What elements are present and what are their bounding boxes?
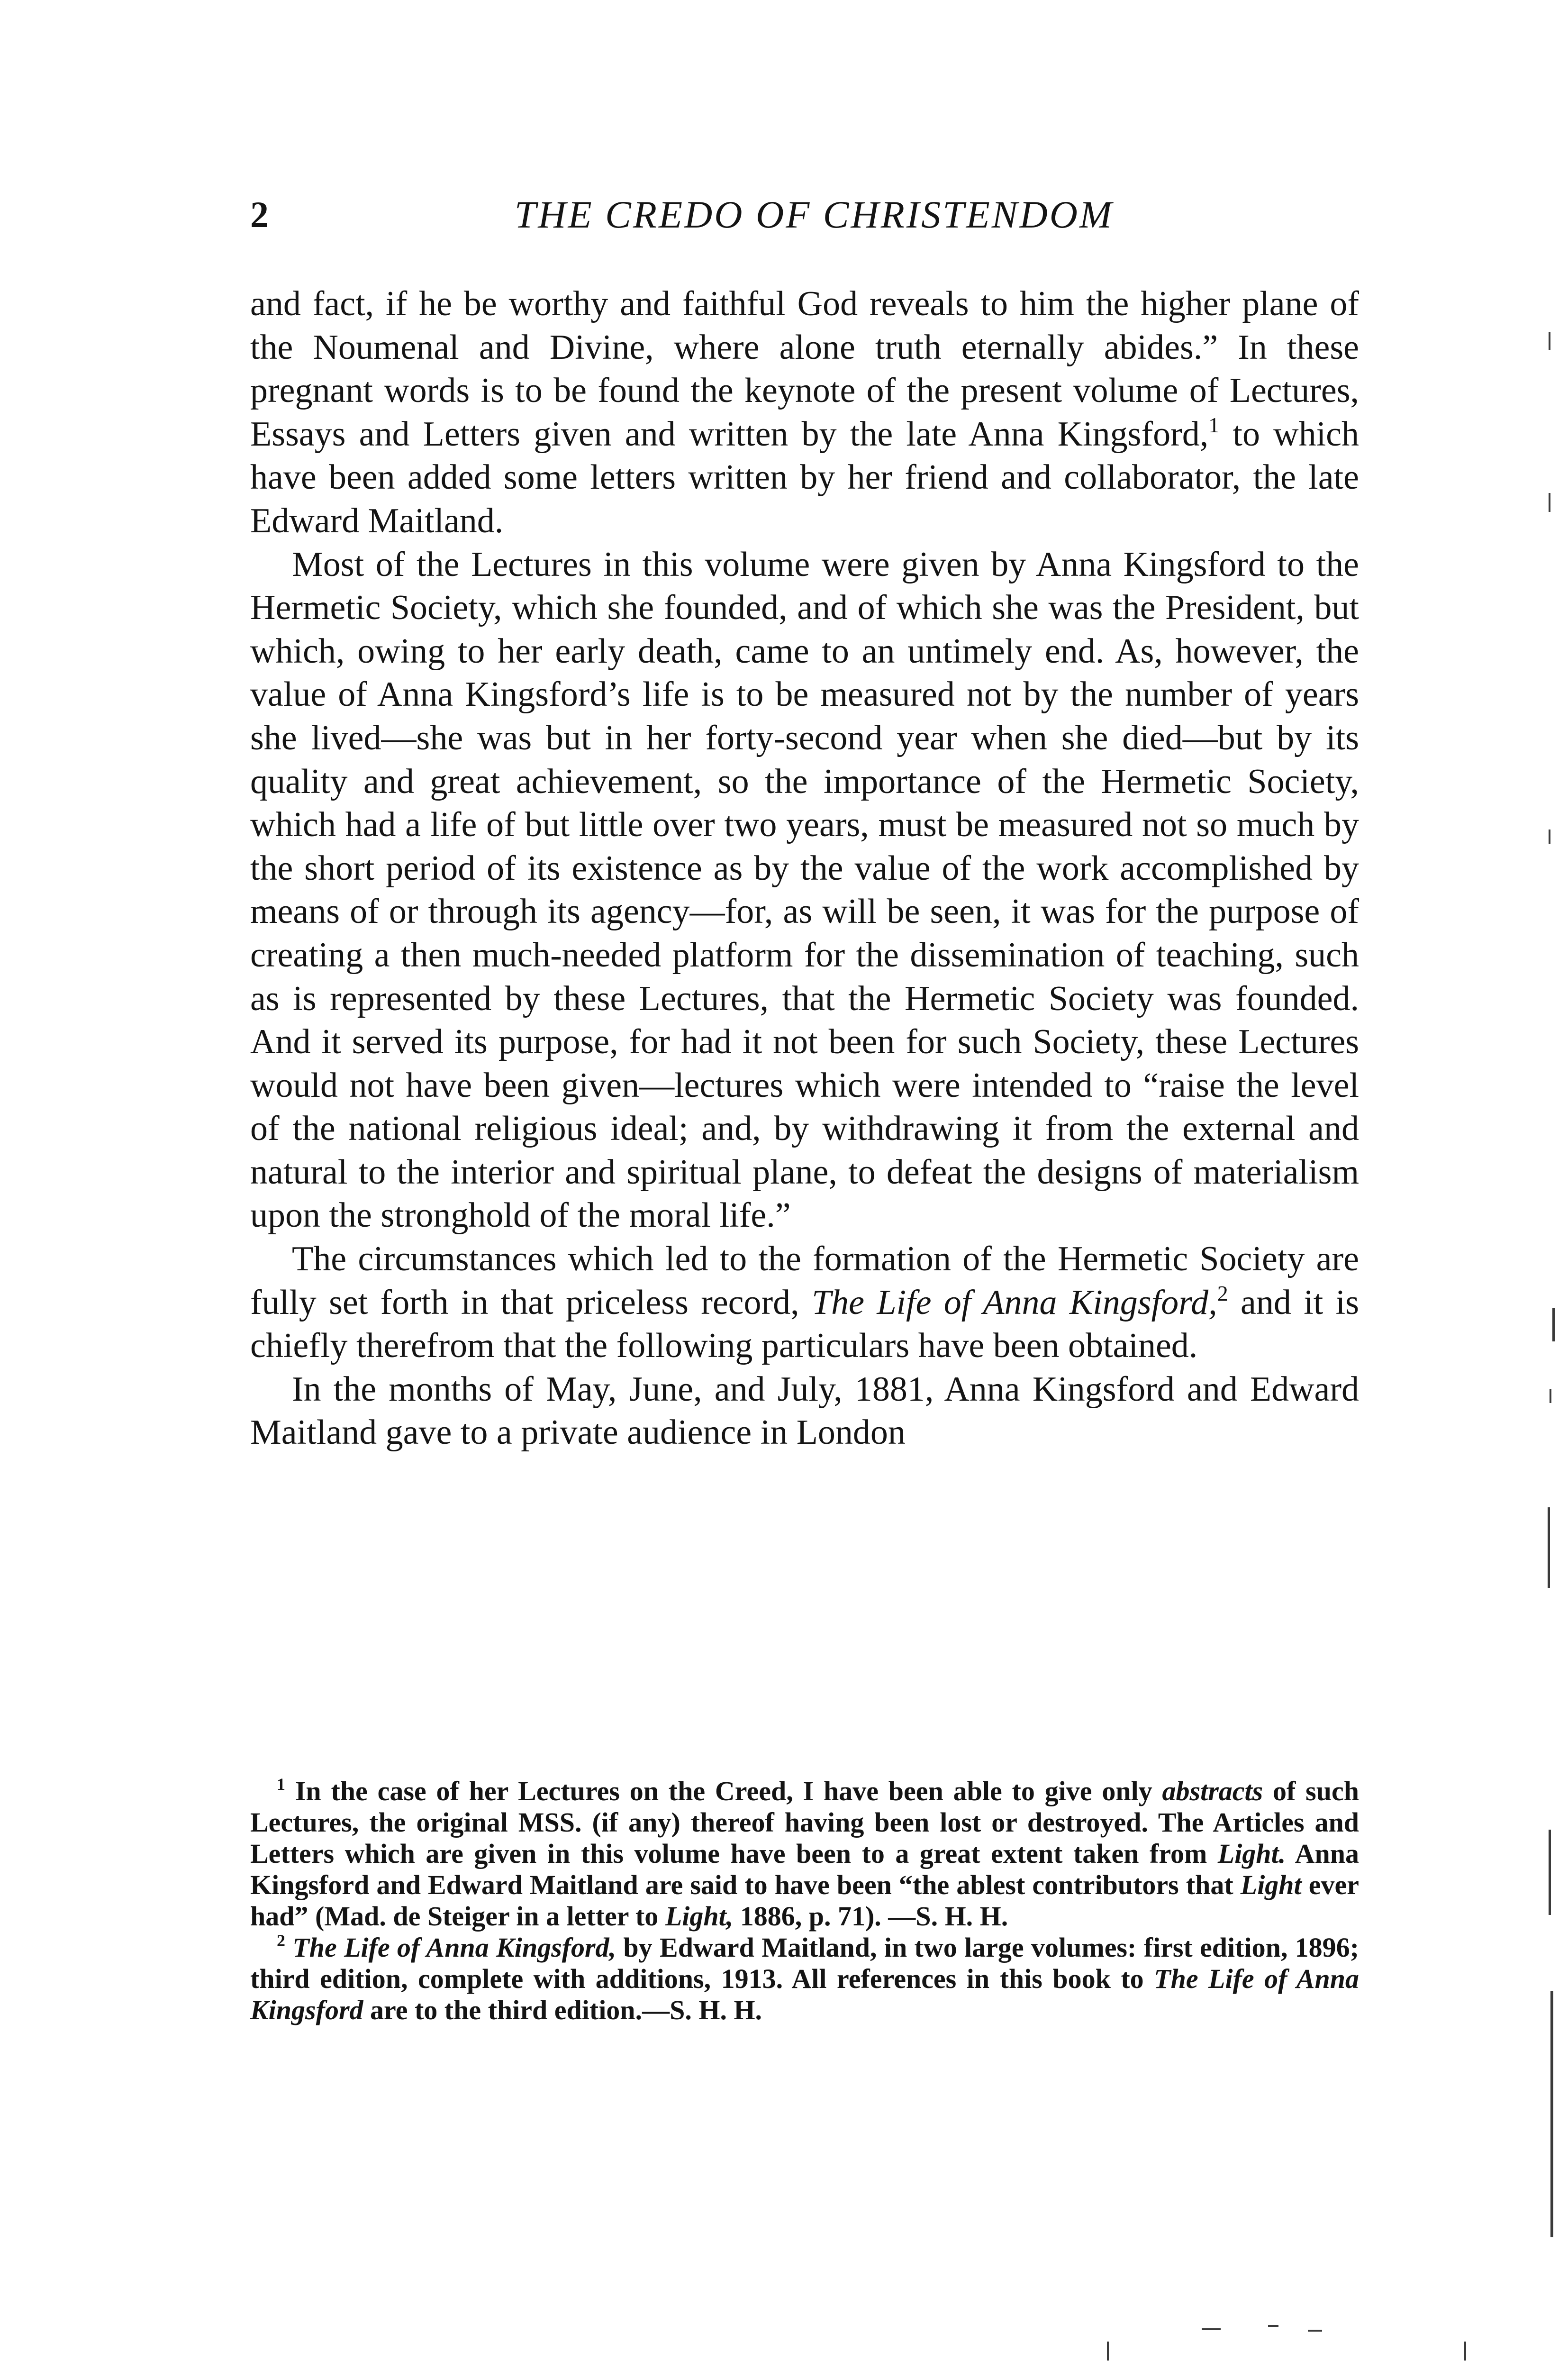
footnote-1-part-c: Anna Kingsford and Edward Maitland are said to have been “the ablest contributors that — [250, 1838, 1359, 1900]
scan-mark — [1549, 1830, 1551, 1915]
footnote-1-part-e: 1886, p. 71). —S. H. H. — [733, 1901, 1008, 1932]
footnote-2-part-b: are to the third edition.—S. H. H. — [363, 1995, 762, 2025]
scan-mark — [1202, 2328, 1221, 2330]
scan-mark — [1549, 332, 1550, 350]
page-header — [250, 189, 1359, 241]
paragraph-1 — [250, 283, 1359, 543]
main-text — [250, 283, 1359, 1455]
footnotes — [250, 1776, 1359, 2026]
page-number: 2 — [250, 194, 269, 235]
paragraph-1-text: and fact, if he be worthy and faithful God reveals to him the higher plane of the Noumenal and Divine, where alone truth eternally abides.” In these pregnant words is to be found the keynote of the present volume of Lectures, Essays and Letters given and written by the late Anna Kingsford, — [250, 284, 1359, 454]
scan-mark — [1268, 2325, 1278, 2327]
footnote-1-abstracts: abstracts — [1162, 1776, 1263, 1806]
footnote-2-title-2: The Life of Anna Kingsford — [250, 1963, 1359, 2025]
scan-mark — [1464, 2342, 1466, 2361]
footnote-2-mark: 2 — [277, 1931, 285, 1950]
paragraph-3 — [250, 1238, 1359, 1368]
book-title-life-of-anna-kingsford: The Life of Anna Kingsford, — [812, 1283, 1217, 1322]
paragraph-4: In the months of May, June, and July, 1881, Anna Kingsford and Edward Maitland gave to a private audience in London — [250, 1369, 1359, 1452]
scan-mark — [1308, 2330, 1322, 2332]
paragraph-2: Most of the Lectures in this volume were given by Anna Kingsford to the Hermetic Society, which she founded, and of which she was the President, but which, owing to her early death, came to an untimely end. As, however, the value of Anna Kingsford’s life is to be measured not by the number of years she lived—she was but in her forty-second year when she died—but by its quality and great achievement, so the importance of the Hermetic Society, which had a life of but little over two years, must be measured not so much by the short period of its existence as by the value of the work accomplished by means of or through its agency—for, as will be seen, it was for the purpose of creating a then much-needed platform for the dissemination of teaching, such as is represented by these Lectures, that the Hermetic Society was founded. And it served its purpose, for had it not been for such Society, these Lectures would not have been given—lectures which were intended to “raise the level of the national religious ideal; and, by withdrawing it from the external and natural to the interior and spiritual plane, to defeat the designs of materialism upon the stronghold of the moral life.” — [250, 545, 1359, 1235]
footnote-2 — [250, 1932, 1359, 2026]
scan-mark — [1550, 1389, 1551, 1403]
scan-mark — [1549, 493, 1550, 512]
scan-mark — [1548, 1507, 1550, 1588]
footnote-1-light-2: Light — [1240, 1869, 1302, 1900]
footnote-1-part-a: In the case of her Lectures on the Creed, I have been able to give only — [285, 1776, 1162, 1806]
footnote-2-part-a: by Edward Maitland, in two large volumes: first edition, 1896; third edition, complete with additions, 1913. All references in this book to — [250, 1932, 1360, 1994]
footnote-ref-1: 1 — [1208, 412, 1220, 437]
running-title: THE CREDO OF CHRISTENDOM — [514, 193, 1114, 236]
scan-mark — [1552, 1308, 1555, 1341]
scan-mark — [1549, 830, 1550, 844]
paragraph-3-end: and it is chiefly therefrom that the following particulars have been obtained. — [250, 1283, 1359, 1366]
footnote-2-title: The Life of Anna Kingsford, — [285, 1932, 616, 1963]
scan-mark — [1550, 1991, 1553, 2237]
scan-mark — [1107, 2342, 1109, 2361]
footnote-1 — [250, 1776, 1359, 1932]
footnote-1-part-b: of such Lectures, the original MSS. (if any) thereof having been lost or destroyed. The Articles and Letters which are given in this volume have been to a great extent taken from — [250, 1776, 1359, 1869]
footnote-1-light-3: Light, — [665, 1901, 734, 1932]
footnote-ref-2: 2 — [1217, 1281, 1228, 1305]
footnote-1-light-1: Light. — [1217, 1838, 1286, 1869]
footnote-1-part-d: ever had” (Mad. de Steiger in a letter to — [250, 1869, 1359, 1932]
paragraph-1-end: to which have been added some letters written by her friend and collaborator, the late Edward Maitland. — [250, 414, 1360, 540]
footnote-1-mark: 1 — [277, 1775, 285, 1794]
paragraph-3-start: The circumstances which led to the formation of the Hermetic Society are fully set forth in that priceless record, — [250, 1240, 1359, 1322]
